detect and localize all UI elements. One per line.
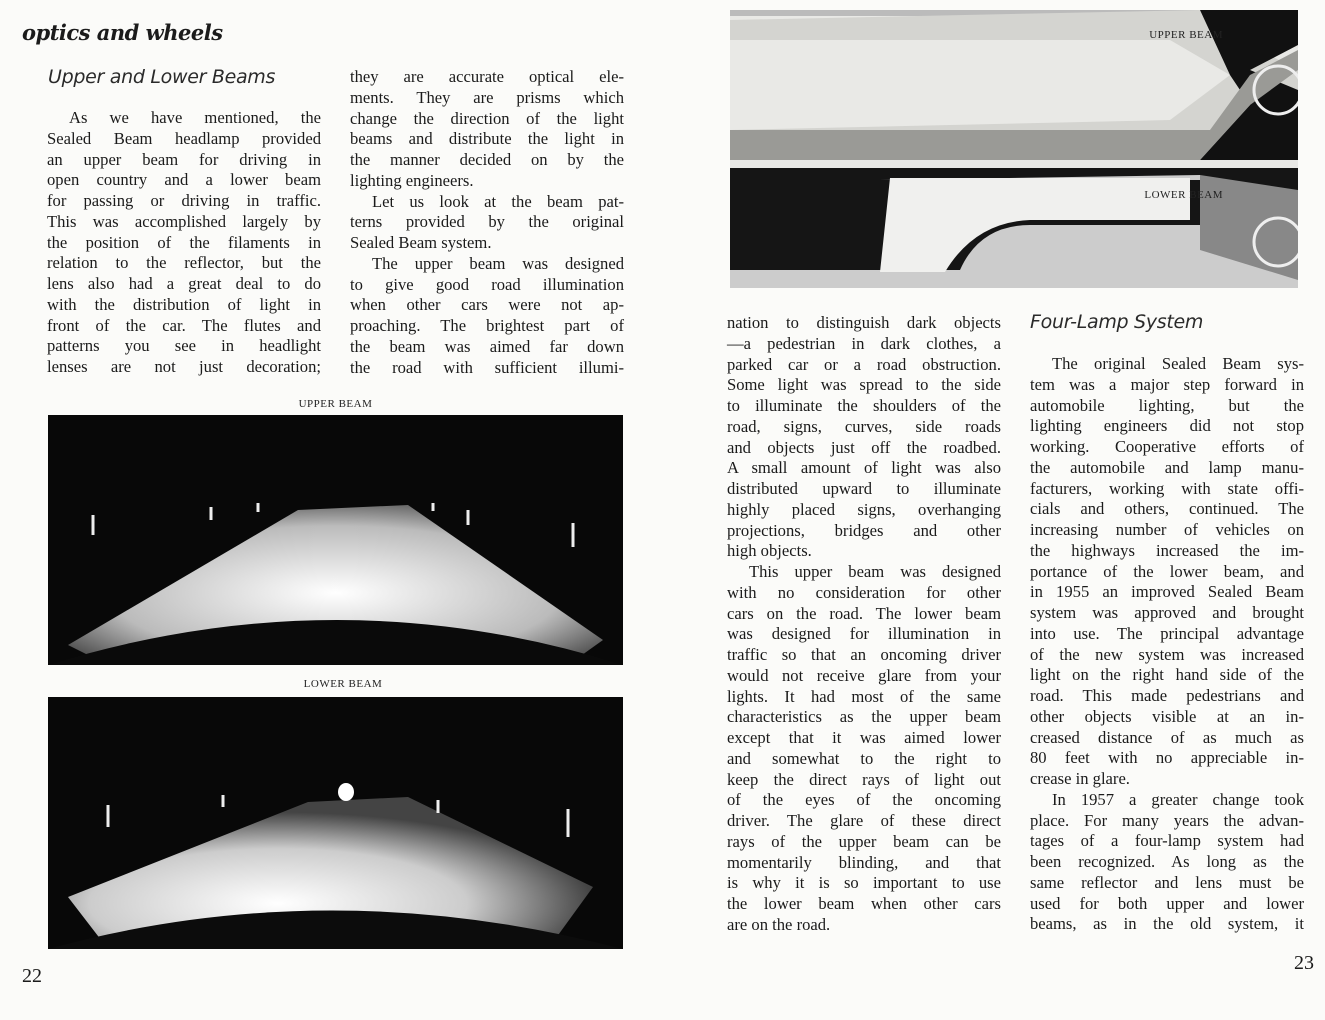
text-line: Sealed Beam headlamp provided: [47, 128, 321, 148]
text-line: keep the direct rays of light out: [727, 769, 1001, 789]
text-line: highly placed signs, overhanging: [727, 499, 1001, 519]
text-line: and objects just off the roadbed.: [727, 437, 1001, 457]
text-line: to give good road illumination: [350, 274, 624, 294]
text-line: portance of the lower beam, and: [1030, 561, 1304, 581]
text-line: characteristics as the upper beam: [727, 707, 1001, 727]
diagram-label-lower: LOWER BEAM: [1144, 189, 1223, 201]
left-column-1: [47, 108, 321, 378]
text-line: The upper beam was designed: [372, 253, 624, 273]
text-line: an upper beam for driving in: [47, 149, 321, 169]
text-line: patterns you see in headlight: [47, 336, 321, 356]
text-line: except that it was aimed lower: [727, 728, 1001, 747]
text-line: the position of the filaments in: [47, 232, 321, 252]
text-line: the manner decided on by the: [350, 150, 624, 169]
text-line: traffic so that an oncoming driver: [727, 645, 1001, 664]
text-line: the beam was aimed far down: [350, 336, 624, 356]
text-line: lighting engineers did not stop: [1030, 416, 1304, 436]
text-line: they are accurate optical ele-: [350, 67, 624, 86]
text-line: creased distance of as much as: [1030, 727, 1304, 747]
text-line: when other cars were not ap-: [350, 295, 624, 315]
text-line: with no consideration for other: [727, 582, 1001, 602]
text-line: place. For many years the advan-: [1030, 810, 1304, 830]
text-line: was designed for illumination in: [727, 624, 1001, 644]
diagram-label-upper: UPPER BEAM: [1149, 29, 1223, 41]
text-line: driver. The glare of these direct: [727, 811, 1001, 830]
text-line: the road with sufficient illumi-: [350, 357, 624, 377]
text-line: high objects.: [727, 541, 812, 561]
text-line: tem was a major step forward in: [1030, 374, 1304, 394]
beam-pattern-diagram: [730, 10, 1298, 288]
text-line: lens also had a great deal to do: [47, 274, 321, 293]
text-line: to illuminate the shoulders of the: [727, 396, 1001, 415]
text-line: the lower beam when other cars: [727, 894, 1001, 913]
text-line: rays of the upper beam can be: [727, 831, 1001, 851]
text-line: projections, bridges and other: [727, 520, 1001, 540]
text-line: lenses are not just decoration;: [47, 357, 321, 376]
text-line: facturers, working with state offi-: [1030, 478, 1304, 498]
text-line: proaching. The brightest part of: [350, 316, 624, 335]
section-heading-four-lamp: Four-Lamp System: [1030, 311, 1204, 333]
text-line: of the eyes of the oncoming: [727, 790, 1001, 810]
text-line: change the direction of the light: [350, 108, 624, 128]
text-line: parked car or a road obstruction.: [727, 354, 1001, 374]
text-line: In 1957 a greater change took: [1052, 789, 1304, 809]
text-line: distributed upward to illuminate: [727, 479, 1001, 498]
running-head: optics and wheels: [22, 20, 223, 45]
text-line: of the new system was increased: [1030, 644, 1304, 664]
text-line: into use. The principal advantage: [1030, 623, 1304, 643]
text-line: in 1955 an improved Sealed Beam: [1030, 582, 1304, 602]
text-line: been recognized. As long as the: [1030, 852, 1304, 871]
text-line: nation to distinguish dark objects: [727, 313, 1001, 332]
text-line: relation to the reflector, but the: [47, 253, 321, 273]
page-number-left: 22: [22, 965, 42, 987]
text-line: working. Cooperative efforts of: [1030, 437, 1304, 456]
text-line: system was approved and brought: [1030, 603, 1304, 622]
text-line: are on the road.: [727, 914, 831, 934]
text-line: Some light was spread to the side: [727, 375, 1001, 395]
left-column-2: [350, 67, 624, 378]
right-column-2: [1030, 354, 1304, 935]
text-line: front of the car. The flutes and: [47, 315, 321, 335]
text-line: This was accomplished largely by: [47, 211, 321, 231]
text-line: beams, as in the old system, it: [1030, 914, 1304, 934]
photo-caption-lower: LOWER BEAM: [303, 678, 383, 690]
text-line: light on the right hand side of the: [1030, 665, 1304, 685]
text-line: cars on the road. The lower beam: [727, 603, 1001, 623]
text-line: road, signs, curves, side roads: [727, 416, 1001, 436]
text-line: 80 feet with no appreciable in-: [1030, 748, 1304, 768]
text-line: for passing or driving in traffic.: [47, 191, 321, 210]
lower-beam-photo: [48, 697, 623, 949]
text-line: and somewhat to the right to: [727, 748, 1001, 768]
text-line: the automobile and lamp manu-: [1030, 457, 1304, 477]
text-line: increasing number of vehicles on: [1030, 520, 1304, 539]
text-line: used for both upper and lower: [1030, 893, 1304, 913]
text-line: open country and a lower beam: [47, 170, 321, 190]
text-line: ments. They are prisms which: [350, 87, 624, 107]
text-line: same reflector and lens must be: [1030, 872, 1304, 892]
text-line: crease in glare.: [1030, 769, 1130, 788]
text-line: The original Sealed Beam sys-: [1052, 354, 1304, 373]
text-line: cials and others, continued. The: [1030, 499, 1304, 519]
text-line: —a pedestrian in dark clothes, a: [727, 333, 1001, 353]
text-line: lights. It had most of the same: [727, 686, 1001, 706]
text-line: road. This made pedestrians and: [1030, 686, 1304, 705]
text-line: automobile lighting, but the: [1030, 395, 1304, 415]
text-line: momentarily blinding, and that: [727, 852, 1001, 872]
text-line: Let us look at the beam pat-: [372, 191, 624, 211]
text-line: As we have mentioned, the: [69, 108, 321, 127]
text-line: A small amount of light was also: [727, 458, 1001, 478]
text-line: lighting engineers.: [350, 170, 474, 190]
text-line: is why it is so important to use: [727, 873, 1001, 893]
text-line: the highways increased the im-: [1030, 540, 1304, 560]
text-line: with the distribution of light in: [47, 294, 321, 314]
page-number-right: 23: [1294, 952, 1314, 974]
text-line: terns provided by the original: [350, 212, 624, 232]
text-line: tages of a four-lamp system had: [1030, 831, 1304, 851]
upper-beam-photo: [48, 415, 623, 665]
section-heading-beams: Upper and Lower Beams: [48, 66, 276, 88]
right-column-1: [727, 313, 1001, 936]
text-line: Sealed Beam system.: [350, 233, 492, 252]
text-line: other objects visible at an in-: [1030, 706, 1304, 726]
text-line: would not receive glare from your: [727, 665, 1001, 685]
text-line: This upper beam was designed: [749, 562, 1001, 581]
photo-caption-upper: UPPER BEAM: [298, 398, 373, 410]
text-line: beams and distribute the light in: [350, 129, 624, 149]
